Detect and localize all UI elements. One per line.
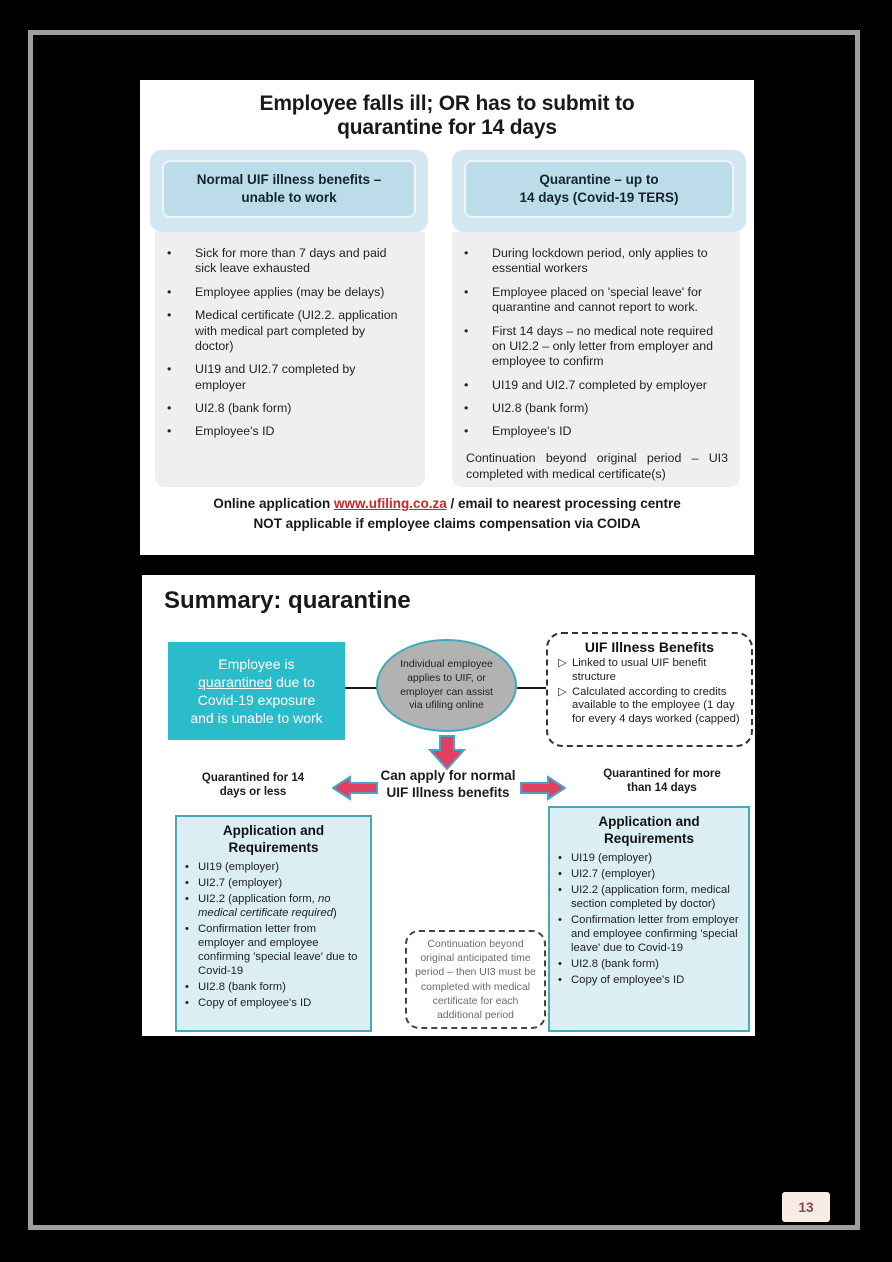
bullet-icon: • [464, 246, 469, 260]
left-arrow-icon [332, 775, 378, 801]
bullet-icon: • [185, 892, 189, 905]
header-quarantine-line2: 14 days (Covid-19 TERS) [519, 190, 679, 205]
page-number-badge [782, 1192, 830, 1222]
bullet-icon: • [185, 860, 189, 873]
bullet-item [177, 892, 370, 922]
bullet-item [550, 883, 748, 913]
bullet-item [177, 860, 370, 876]
ellipse-line2: applies to UIF, or [407, 671, 486, 684]
continuation-box-text: Continuation beyond original anticipated time period – then UI3 must be completed with medical certificate for each additional period [415, 937, 536, 1021]
slide2-title: Summary: quarantine [164, 587, 411, 614]
bullet-item [452, 378, 740, 401]
bullet-text: UI2.8 (bank form) [492, 401, 589, 415]
slide-summary-quarantine [142, 575, 755, 1036]
applies-to-uif-ellipse [376, 639, 517, 732]
bullet-text: During lockdown period, only applies to essential workers [492, 246, 708, 276]
app-left-title-line2: Requirements [228, 839, 319, 855]
bullet-text: Confirmation letter from employer and employee confirming 'special leave' due to Covid-19 [198, 922, 358, 977]
label-right-line1: Quarantined for more [603, 768, 721, 780]
bullet-item [177, 996, 370, 1012]
normal-uif-bullet-list [155, 232, 425, 487]
bullet-icon: • [167, 246, 172, 260]
header-quarantine-line1: Quarantine – up to [539, 172, 659, 188]
bullet-text: Employee's ID [195, 424, 275, 439]
header-normal-line1: Normal UIF illness benefits – [196, 172, 382, 188]
bullet-text: UI19 and UI2.7 completed by employer [195, 362, 356, 392]
bullet-item [452, 401, 740, 424]
bullet-text: UI2.8 (bank form) [195, 401, 292, 415]
bullet-icon: • [464, 377, 469, 392]
app-right-title-line1: Application and [598, 814, 700, 829]
footer-suffix: / email to nearest processing centre [446, 496, 681, 511]
bullet-text: Copy of employee's ID [198, 996, 312, 1009]
application-requirements-right [548, 806, 750, 1032]
bullet-item [177, 922, 370, 980]
label-center-line2: UIF Illness benefits [386, 784, 510, 800]
header-box-normal-uif [162, 160, 416, 218]
ellipse-line4: via ufiling online [409, 699, 484, 712]
bullet-text-pre: UI2.2 (application form, [198, 892, 318, 905]
bullet-item [452, 246, 740, 285]
bullet-text: UI2.7 (employer) [571, 867, 656, 880]
bullet-icon: • [464, 424, 469, 439]
bullet-text: Confirmation letter from employer and employee confirming 'special leave' due to Covid-19 [571, 913, 739, 954]
bullet-text: UI2.2 (application form, medical section completed by doctor) [571, 883, 730, 910]
teal-line4: and is unable to work [190, 710, 323, 727]
footer-line2: NOT applicable if employee claims compensation via COIDA [253, 516, 641, 532]
app-right-title [550, 814, 748, 848]
bullet-icon: • [558, 973, 562, 986]
bullet-item [155, 424, 425, 447]
bullet-text: UI2.8 (bank form) [571, 957, 659, 970]
uif-illness-benefits-box [546, 632, 753, 747]
footer-prefix: Online application [213, 496, 334, 511]
header-panel-normal-uif [150, 150, 428, 232]
employee-quarantined-box [168, 642, 345, 740]
teal-line3: Covid-19 exposure [197, 692, 316, 708]
app-left-title [177, 823, 370, 857]
label-left-line1: Quarantined for 14 [201, 772, 305, 784]
quarantine-bullet-list [452, 232, 740, 487]
bullet-icon: • [167, 401, 172, 415]
teal-line1: Employee is [218, 655, 295, 672]
teal-line2 [198, 673, 315, 691]
bullet-item [177, 980, 370, 996]
bullet-text: UI19 (employer) [198, 860, 279, 873]
continuation-beyond-period-box [405, 930, 546, 1029]
bullet-item [177, 876, 370, 892]
benefits-title: UIF Illness Benefits [584, 639, 715, 655]
quarantined-underlined: quarantined [198, 673, 273, 690]
bullet-item [550, 867, 748, 883]
bullet-text: Medical certificate (UI2.2. application with medical part completed by doctor) [195, 308, 398, 353]
bullet-icon: • [464, 401, 469, 415]
bullet-text: Employee applies (may be delays) [195, 284, 385, 299]
continuation-note: Continuation beyond original period – UI3 completed with medical certificate(s) [466, 450, 728, 481]
bullet-icon: • [167, 284, 172, 299]
bullet-text-italic: no medical certificate required [198, 892, 333, 919]
bullet-text: UI2.8 (bank form) [198, 980, 286, 993]
arrow-bullet-icon: ▷ [558, 685, 567, 698]
bullet-icon: • [167, 424, 172, 439]
header-normal-line2: unable to work [241, 190, 337, 205]
bullet-icon: • [558, 867, 562, 880]
bullet-icon: • [558, 957, 562, 970]
label-can-apply [380, 768, 516, 802]
label-more-than-14-days [574, 767, 750, 796]
bullet-item [452, 324, 740, 378]
slide1-title-line1: Employee falls ill; OR has to submit to [259, 92, 635, 115]
bullet-text: Employee placed on 'special leave' for quarantine and cannot report to work. [492, 284, 702, 315]
benefit-item [548, 657, 751, 686]
benefit-text: Calculated according to credits available to the employee (1 day for every 4 days worked (capped) [572, 685, 740, 726]
connector-line [345, 687, 378, 689]
bullet-item [550, 973, 748, 989]
benefit-item [548, 686, 751, 728]
bullet-text: Employee's ID [492, 424, 572, 439]
bullet-icon: • [558, 851, 562, 864]
ufiling-link[interactable]: www.ufiling.co.za [333, 496, 447, 511]
bullet-text: UI19 and UI2.7 completed by employer [492, 377, 707, 392]
down-arrow-icon [428, 735, 466, 771]
bullet-item [550, 957, 748, 973]
bullet-icon: • [167, 308, 172, 323]
bullet-item [155, 308, 425, 362]
right-arrow-icon [520, 775, 566, 801]
bullet-icon: • [558, 913, 562, 926]
app-left-title-line1: Application and [222, 823, 325, 838]
bullet-icon: • [464, 284, 469, 299]
bullet-icon: • [185, 876, 189, 889]
slide1-footer [140, 494, 754, 535]
connector-line [517, 687, 547, 689]
bullet-icon: • [167, 362, 172, 377]
bullet-icon: • [185, 922, 189, 935]
bullet-text: UI19 (employer) [571, 851, 652, 864]
label-center-line1: Can apply for normal [380, 768, 516, 783]
bullet-text: Copy of employee's ID [571, 973, 685, 986]
bullet-item [155, 401, 425, 424]
bullet-item [452, 285, 740, 324]
label-14-days-or-less [182, 771, 324, 800]
label-right-line2: than 14 days [627, 782, 697, 795]
bullet-text: Sick for more than 7 days and paid sick leave exhausted [195, 246, 387, 276]
footer-line1 [140, 494, 754, 514]
bullet-item [452, 424, 740, 447]
slide1-title [140, 92, 754, 140]
bullet-item [155, 285, 425, 308]
bullet-item [155, 246, 425, 285]
ellipse-line3: employer can assist [400, 685, 493, 698]
bullet-icon: • [185, 980, 189, 993]
bullet-text: UI2.7 (employer) [198, 876, 283, 889]
page-number: 13 [798, 1199, 814, 1215]
bullet-text-post: ) [333, 906, 337, 919]
bullet-text [198, 892, 364, 920]
bullet-icon: • [464, 323, 469, 338]
bullet-text: First 14 days – no medical note required on UI2.2 – only letter from employer and employee to confirm [492, 323, 714, 369]
bullet-item [550, 913, 748, 957]
application-requirements-left [175, 815, 372, 1032]
slide1-title-line2: quarantine for 14 days [337, 116, 557, 140]
arrow-bullet-icon: ▷ [558, 657, 567, 669]
benefit-text: Linked to usual UIF benefit structure [572, 657, 707, 683]
bullet-item [550, 851, 748, 867]
app-right-title-line2: Requirements [603, 830, 695, 846]
label-left-line2: days or less [219, 786, 287, 799]
bullet-icon: • [558, 883, 562, 896]
bullet-item [155, 362, 425, 401]
header-box-quarantine [464, 160, 734, 218]
ellipse-line1: Individual employee [400, 658, 493, 671]
slide-illness-quarantine [140, 80, 754, 555]
header-panel-quarantine [452, 150, 746, 232]
bullet-icon: • [185, 996, 189, 1009]
teal-line2-rest: due to [272, 673, 315, 690]
